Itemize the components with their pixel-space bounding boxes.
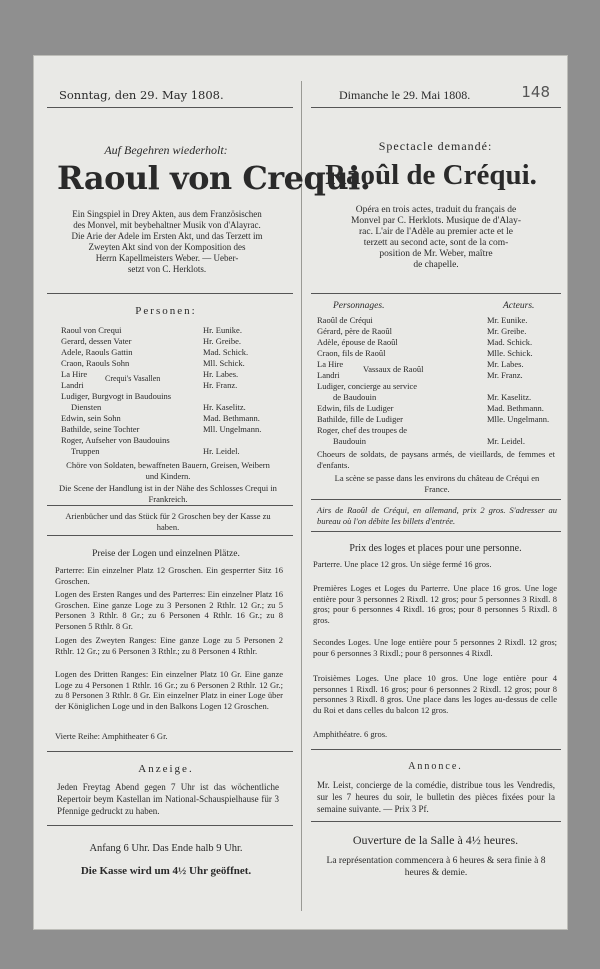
cast-role: Raoûl de Créqui [317, 315, 373, 325]
cast-actor: Mad. Bethmann. [487, 403, 544, 413]
german-chorus: Chöre von Soldaten, bewaffneten Bauern, Greisen, Weibern und Kindern. [66, 460, 270, 481]
german-description: Ein Singspiel in Drey Akten, aus dem Französischen des Monvel, mit beybehaltner Musik von d'Alayrac. Die Arie der Adele im Ersten Akt, und das Terzett im Zweyten Akt sind von der Komposition des Herrn Kapellmeisters Weber. — Ueber- setzt von C. Herklots. [71, 209, 263, 274]
cast-role: Ludiger, Burgvogt in Baudouins [61, 391, 171, 401]
german-date: Sonntag, den 29. May 1808. [59, 88, 224, 102]
cast-role: Roger, Aufseher von Baudouins [61, 435, 170, 445]
german-scene: Die Scene der Handlung ist in der Nähe des Schlosses Crequi in Frankreich. [59, 483, 277, 504]
cast-role: Bathilde, seine Tochter [61, 424, 140, 434]
rule [47, 751, 293, 752]
cast-role: Diensten [71, 402, 102, 412]
german-title: Raoul von Crequi. [57, 159, 371, 197]
cast-role: La Hire [61, 369, 88, 379]
french-prices-heading: Prix des loges et places pour une personne. [349, 543, 522, 554]
german-column: Sonntag, den 29. May 1808. Auf Begehren wiederholt: Raoul von Crequi. Ein Singspiel in Drey Akten, aus dem Französischen des Monvel, mit beybehaltner Musik von d'Alayrac. Die Arie der Adele im Ersten Akt, und das Terzett im Zweyten Akt sind von der Komposition des Herrn Kapellmeisters Weber. — Ueber- setzt von C. Herklots. Personen: Raoul von Crequi Hr. Eunike. Gerard, dessen Vater Hr. Greibe. Adele, Raouls Gattin Mad. Schick. Craon, Raouls Sohn Mll. Schick. La Hire Hr. Labes. Landri Hr. Franz. Crequi's Vasallen Ludiger, Burgvogt in Baudouins Diensten Hr. Kaselitz. Edwin, sein Sohn Mad. Bethmann. Bathilde, seine Tochter Mll. Ungelmann. Roger, Aufseher von Baudouins Truppen Hr. Leidel. Chöre von Soldaten, bewaffneten Bauern, Greisen, Weibern und Kindern. Die Scene der Handlung ist in der Nähe des Schlosses Crequi in Frankreich. Arienbücher und das Stück für 2 Groschen bey der Kasse zu haben. Preise der Logen und einzelnen Plätze. Parterre: Ein einzelner Platz 12 Groschen. Ein gesperrter Sitz 16 Groschen. Logen des Ersten Ranges und des Parterres: Ein einzelner Platz 16 Groschen. Eine ganze Loge zu 3 Personen 2 Rthlr. 12 Gr.; zu 5 Personen 3 Rthlr. 8 Gr.; zu 6 Personen 4 Rthlr. 16 Gr.; zu 8 Personen 5 Rthlr. 8 Gr. Logen des Zweyten Ranges: Eine ganze Loge zu 5 Personen 2 Rthlr. 12 Gr.; zu 6 Personen 3 Rthlr.; zu 8 Personen 4 Rthlr. Logen des Dritten Ranges: Ein einzelner Platz 10 Gr. Eine ganze Loge zu 4 Personen 1 Rthlr. 16 Gr.; zu 6 Personen 2 Rthlr. 12 Gr.; zu 8 Personen 3 Rthlr. 8 Gr. Ein einzelner Platz in einer Loge über der Königlichen Loge und in den Balkons Logen 12 Groschen. Vierte Reihe: Amphitheater 6 Gr. Anzeige. Jeden Freytag Abend gegen 7 Uhr ist das wöchentliche Repertoir beym Kastellan im National-Schauspielhause für 3 Pfennige gedruckt zu haben. Anfang 6 Uhr. Das Ende halb 9 Uhr. Die Kasse wird um 4½ Uhr geöffnet. [33, 55, 299, 930]
french-date: Dimanche le 29. Mai 1808. [339, 88, 471, 102]
cast-actor: Mad. Schick. [487, 337, 533, 347]
rule [311, 749, 561, 750]
cast-actor: Mr. Eunike. [487, 315, 528, 325]
handwritten-annotation: 148 [521, 83, 550, 101]
french-opening-time: Ouverture de la Salle à 4½ heures. [352, 833, 519, 847]
french-notice: Mr. Leist, concierge de la comédie, distribue tous les Vendredis, sur les 7 heures du soir, le bulletin des pièces fixées pour la semaine suivante. — Prix 3 Pf. [317, 780, 555, 814]
cast-actor: Mr. Leidel. [487, 436, 526, 446]
french-roles-header: Personnages. [333, 301, 385, 311]
german-notice: Jeden Freytag Abend gegen 7 Uhr ist das wöchentliche Repertoir beym Kastellan im National-Schauspielhause für 3 Pfennige gedruckt zu haben. [57, 782, 279, 816]
cast-role: Ludiger, concierge au service [317, 381, 418, 391]
cast-actor: Mr. Greibe. [487, 326, 527, 336]
cast-actor: Mll. Ungelmann. [203, 424, 262, 434]
german-box-office: Die Kasse wird um 4½ Uhr geöffnet. [80, 865, 252, 877]
cast-role: Baudouin [333, 436, 367, 446]
cast-actor: Mlle. Schick. [487, 348, 533, 358]
cast-role: Landri [317, 370, 340, 380]
french-performance-time: La représentation commencera à 6 heures & sera finie à 8 heures & demie. [326, 856, 546, 878]
cast-role: Craon, Raouls Sohn [61, 358, 130, 368]
german-arias-note: Arienbücher und das Stück für 2 Groschen bey der Kasse zu haben. [65, 511, 271, 532]
playbill-sheet [33, 55, 568, 930]
rule [311, 293, 561, 294]
rule [47, 505, 293, 506]
french-chorus: Choeurs de soldats, de paysans armés, de vieillards, de femmes et d'enfants. [317, 449, 555, 470]
german-start-time: Anfang 6 Uhr. Das Ende halb 9 Uhr. [89, 843, 243, 854]
cast-actor: Hr. Kaselitz. [203, 402, 246, 412]
cast-role: Edwin, sein Sohn [61, 413, 121, 423]
cast-role: Landri [61, 380, 84, 390]
cast-actor: Hr. Franz. [203, 380, 238, 390]
rule [311, 821, 561, 822]
cast-actor: Mad. Bethmann. [203, 413, 260, 423]
rule [311, 531, 561, 532]
cast-actor: Hr. Eunike. [203, 325, 242, 335]
cast-actor: Hr. Leidel. [203, 446, 240, 456]
cast-actor: Hr. Greibe. [203, 336, 242, 346]
rule [47, 825, 293, 826]
cast-role: Gerard, dessen Vater [61, 336, 132, 346]
french-column: Dimanche le 29. Mai 1808. Spectacle demandé: Raoûl de Créqui. Opéra en trois actes, traduit du français de Monvel par C. Herklots. Musique de d'Alay- rac. L'air de l'Adèle au premier acte et le terzett au second acte, sont de la com- position de Mr. Weber, maître de chapelle. Personnages. Acteurs. Raoûl de Créqui Mr. Eunike. Gérard, père de Raoûl Mr. Greibe. Adèle, épouse de Raoûl Mad. Schick. Craon, fils de Raoûl Mlle. Schick. La Hire Mr. Labes. Landri Mr. Franz. Vassaux de Raoûl Ludiger, concierge au service de Baudouin Mr. Kaselitz. Edwin, fils de Ludiger Mad. Bethmann. Bathilde, fille de Ludiger Mlle. Ungelmann. Roger, chef des troupes de Baudouin Mr. Leidel. Choeurs de soldats, de paysans armés, de vieillards, de femmes et d'enfants. La scène se passe dans les environs du château de Créqui en France. Airs de Raoûl de Créqui, en allemand, prix 2 gros. S'adresser au bureau où l'on débite les billets d'entrée. Prix des loges et places pour une personne. Parterre. Une place 12 gros. Un siège fermé 16 gros. Premières Loges et Loges du Parterre. Une place 16 gros. Une loge entière pour 3 personnes 2 Rixdl. 12 gros; pour 5 personnes 3 Rixdl. 8 gros; pour 6 personnes 4 Rixdl. 16 gros; pour 8 personnes 5 Rixdl. 8 gros. Secondes Loges. Une loge entière pour 5 personnes 2 Rixdl. 12 gros; pour 6 personnes 3 Rixdl.; pour 8 personnes 4 Rixdl. Troisièmes Loges. Une place 10 gros. Une loge entière pour 4 personnes 1 Rixdl. 16 gros; pour 6 personnes 2 Rixdl. 12 gros; pour 8 personnes 3 Rixdl. 8 gros. Une place dans les loges au-dessus de celle du Roi et dans celles du balcon 12 gros. Amphithéatre. 6 gros. Annonce. Mr. Leist, concierge de la comédie, distribue tous les Vendredis, sur les 7 heures du soir, le bulletin des pièces fixées pour la semaine suivante. — Prix 3 Pf. Ouverture de la Salle à 4½ heures. La représentation commencera à 6 heures & sera finie à 8 heures & demie. [303, 55, 568, 930]
rule [47, 107, 293, 108]
german-notice-heading: Anzeige. [138, 763, 194, 775]
cast-actor: Mr. Franz. [487, 370, 523, 380]
cast-actor: Mr. Kaselitz. [487, 392, 532, 402]
french-actors-header: Acteurs. [503, 301, 535, 311]
cast-role: La Hire [317, 359, 344, 369]
rule [311, 107, 561, 108]
rule [47, 293, 293, 294]
cast-role: Roger, chef des troupes de [317, 425, 408, 435]
cast-role: Adèle, épouse de Raoûl [317, 337, 398, 347]
cast-role: Truppen [71, 446, 100, 456]
french-request: Spectacle demandé: [378, 139, 493, 153]
french-title: Raoûl de Créqui. [325, 159, 537, 191]
french-notice-heading: Annonce. [408, 761, 463, 772]
german-cast-heading: Personen: [135, 305, 197, 317]
german-prices-heading: Preise der Logen und einzelnen Plätze. [92, 549, 240, 559]
cast-role: de Baudouin [333, 392, 377, 402]
cast-role: Bathilde, fille de Ludiger [317, 414, 403, 424]
cast-actor: Mad. Schick. [203, 347, 249, 357]
cast-role: Craon, fils de Raoûl [317, 348, 386, 358]
cast-actor: Hr. Labes. [203, 369, 239, 379]
french-scene: La scène se passe dans les environs du château de Créqui en France. [334, 473, 540, 494]
french-description: Opéra en trois actes, traduit du français de Monvel par C. Herklots. Musique de d'Alay- rac. L'air de l'Adèle au premier acte et le terzett au second acte, sont de la com- position de Mr. Weber, maître de chapelle. [350, 205, 522, 270]
column-divider [301, 81, 302, 911]
rule [311, 499, 561, 500]
cast-actor: Mlle. Ungelmann. [487, 414, 550, 424]
cast-actor: Mll. Schick. [203, 358, 245, 368]
vassals-bracket-label: Crequi's Vasallen [105, 374, 161, 383]
cast-role: Edwin, fils de Ludiger [317, 403, 394, 413]
vassals-bracket-label: Vassaux de Raoûl [363, 364, 424, 374]
german-request: Auf Begehren wiederholt: [104, 143, 228, 157]
rule [47, 535, 293, 536]
cast-role: Raoul von Crequi [61, 325, 122, 335]
cast-actor: Mr. Labes. [487, 359, 524, 369]
cast-role: Gérard, père de Raoûl [317, 326, 393, 336]
cast-role: Adele, Raouls Gattin [61, 347, 133, 357]
french-arias-note: Airs de Raoûl de Créqui, en allemand, prix 2 gros. S'adresser au bureau où l'on débite les billets d'entrée. [317, 505, 557, 526]
